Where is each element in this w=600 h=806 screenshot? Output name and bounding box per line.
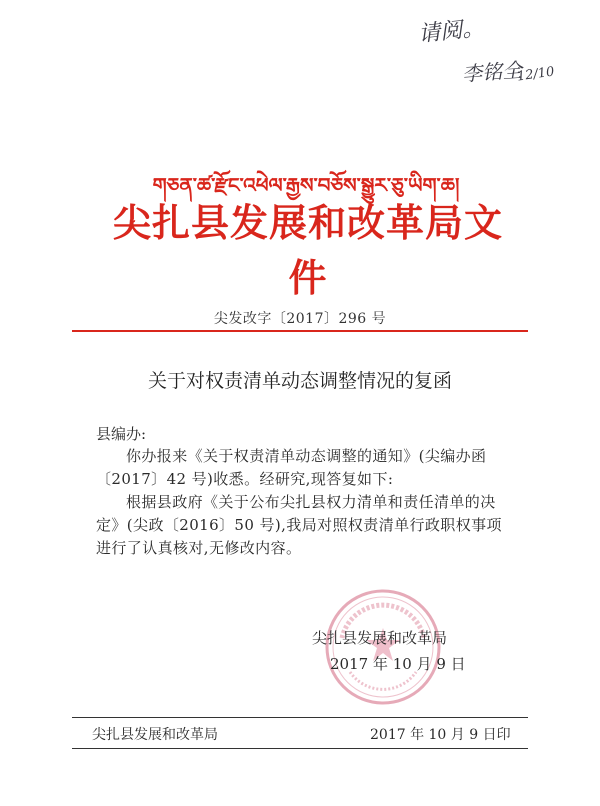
- footer-issuer: 尖扎县发展和改革局: [92, 727, 218, 743]
- footer-print-date: 2017 年 10 月 9 日印: [370, 727, 511, 743]
- paragraph-1: 你办报来《关于权责清单动态调整的通知》(尖编办函〔2017〕42 号)收悉。经研究,现答复如下:: [96, 447, 487, 488]
- letter-title: 关于对权责清单动态调整情况的复函: [147, 370, 452, 392]
- handwritten-signature: 李铭全: [461, 57, 523, 87]
- footer-rule-bottom: [72, 748, 528, 749]
- handwritten-date: 12/10: [516, 64, 556, 85]
- red-divider: [72, 330, 528, 332]
- paragraph-2: 根据县政府《关于公布尖扎县权力清单和责任清单的决定》(尖政〔2016〕50 号),我局对照权责清单行政职权事项进行了认真核对,无修改内容。: [96, 493, 502, 557]
- org-title: 尖扎县发展和改革局文件: [112, 200, 503, 300]
- document-number: 尖发改字〔2017〕296 号: [213, 311, 387, 327]
- tibetan-title-text: གཅན་ཚ་རྫོང་འཕེལ་རྒྱས་བཅོས་སྒྱུར་ཅུ་ཡིག་ཆ།: [152, 173, 460, 197]
- footer-rule-top: [72, 717, 528, 718]
- signing-organization: 尖扎县发展和改革局: [312, 629, 448, 647]
- handwritten-note: 请阅。: [417, 15, 486, 48]
- recipient: 县编办:: [96, 425, 147, 443]
- signing-date: 2017 年 10 月 9 日: [330, 655, 466, 673]
